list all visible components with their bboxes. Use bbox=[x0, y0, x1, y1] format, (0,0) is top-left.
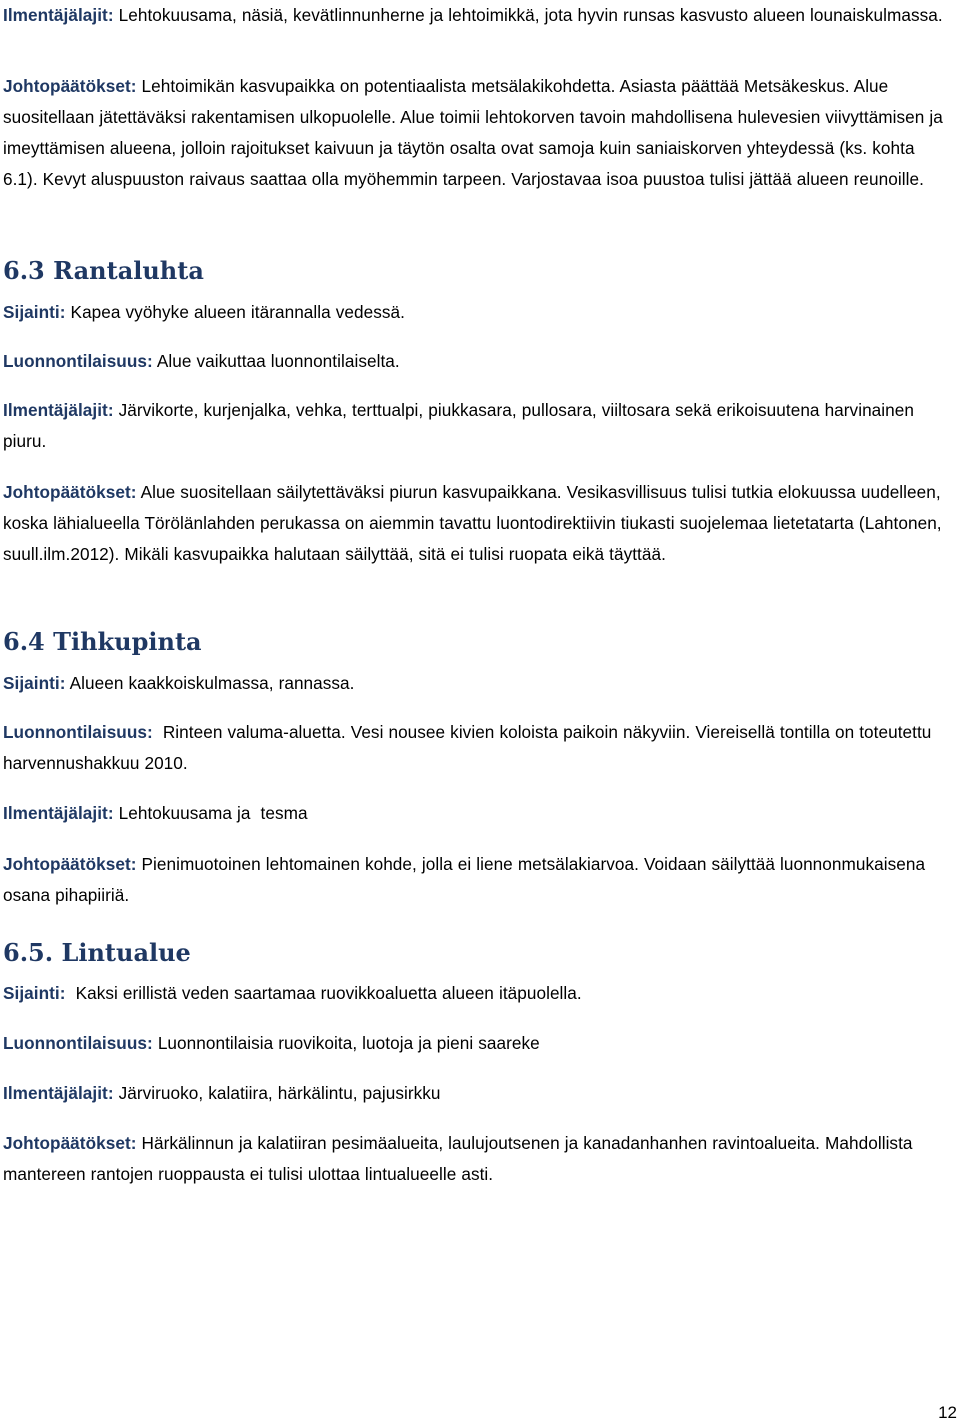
field-text: Järvikorte, kurjenjalka, vehka, terttualpi, piukkasara, pullosara, viiltosara sekä erikoisuutena harvinainen piuru. bbox=[3, 400, 920, 451]
section-heading: 6.5. Lintualue bbox=[3, 938, 191, 967]
field-label: Sijainti: bbox=[3, 302, 66, 322]
field-text: Alueen kaakkoiskulmassa, rannassa. bbox=[65, 673, 355, 693]
field-label: Ilmentäjälajit: bbox=[3, 400, 114, 420]
section-heading: 6.3 Rantaluhta bbox=[3, 256, 204, 285]
paragraph bbox=[3, 1028, 953, 1059]
paragraph bbox=[3, 798, 953, 829]
paragraph bbox=[3, 477, 953, 570]
field-text: Lehtoimikän kasvupaikka on potentiaalista metsälakikohdetta. Asiasta päättää Metsäkeskus. Alue suositellaan jätettäväksi rakentamisen ulkopuolelle. Alue toimii lehtokorven tavoin mahdollisena hulevesien viivyttämisen ja imeyttämisen alueena, jolloin rajoitukset kaivuun ja täytön osalta ovat samoja kuin saniaiskorven yhteydessä (ks. kohta 6.1). Kevyt aluspuuston raivaus saattaa olla myöhemmin tarpeen. Varjostavaa isoa puustoa tulisi jättää alueen reunoille. bbox=[3, 76, 948, 189]
field-label: Ilmentäjälajit: bbox=[3, 803, 114, 823]
paragraph bbox=[3, 0, 953, 31]
paragraph bbox=[3, 1128, 953, 1190]
field-text: Alue suositellaan säilytettäväksi piurun kasvupaikkana. Vesikasvillisuus tulisi tutkia elokuussa uudelleen, koska lähialueella Törölänlahden perukassa on aiemmin tavattu luontodirektiivin tiukasti suojelemaa lietetatarta (Lahtonen, suull.ilm.2012). Mikäli kasvupaikka halutaan säilyttää, sitä ei tulisi ruopata eikä täyttää. bbox=[3, 482, 947, 564]
field-label: Johtopäätökset: bbox=[3, 854, 137, 874]
field-text: Kapea vyöhyke alueen itärannalla vedessä. bbox=[65, 302, 405, 322]
paragraph bbox=[3, 297, 953, 328]
section-heading: 6.4 Tihkupinta bbox=[3, 627, 202, 656]
paragraph bbox=[3, 717, 953, 779]
field-text: Pienimuotoinen lehtomainen kohde, jolla ei liene metsälakiarvoa. Voidaan säilyttää luonnonmukaisena osana pihapiiriä. bbox=[3, 854, 931, 905]
page-number: 12 bbox=[938, 1403, 957, 1422]
paragraph bbox=[3, 1078, 953, 1109]
paragraph bbox=[3, 668, 953, 699]
field-label: Johtopäätökset: bbox=[3, 1133, 137, 1153]
field-label: Sijainti: bbox=[3, 673, 66, 693]
paragraph bbox=[3, 346, 953, 377]
field-label: Johtopäätökset: bbox=[3, 482, 137, 502]
field-text: Lehtokuusama, näsiä, kevätlinnunherne ja lehtoimikkä, jota hyvin runsas kasvusto alueen lounaiskulmassa. bbox=[113, 5, 943, 25]
field-text: Järviruoko, kalatiira, härkälintu, pajusirkku bbox=[113, 1083, 441, 1103]
field-text: Luonnontilaisia ruovikoita, luotoja ja pieni saareke bbox=[152, 1033, 540, 1053]
field-text: Alue vaikuttaa luonnontilaiselta. bbox=[152, 351, 400, 371]
field-label: Sijainti: bbox=[3, 983, 66, 1003]
paragraph bbox=[3, 978, 953, 1009]
paragraph bbox=[3, 395, 953, 457]
field-label: Johtopäätökset: bbox=[3, 76, 137, 96]
paragraph bbox=[3, 71, 953, 195]
field-text: Härkälinnun ja kalatiiran pesimäalueita, laulujoutsenen ja kanadanhanhen ravintoalueita. Mahdollista mantereen rantojen ruoppausta ei tulisi ulottaa lintualueelle asti. bbox=[3, 1133, 918, 1184]
paragraph bbox=[3, 849, 953, 911]
field-label: Luonnontilaisuus: bbox=[3, 722, 153, 742]
field-label: Ilmentäjälajit: bbox=[3, 5, 114, 25]
field-text: Lehtokuusama ja tesma bbox=[113, 803, 308, 823]
field-label: Luonnontilaisuus: bbox=[3, 351, 153, 371]
field-text: Rinteen valuma-aluetta. Vesi nousee kivien koloista paikoin näkyviin. Viereisellä tontilla on toteutettu harvennushakkuu 2010. bbox=[3, 722, 937, 773]
field-label: Luonnontilaisuus: bbox=[3, 1033, 153, 1053]
field-text: Kaksi erillistä veden saartamaa ruovikkoaluetta alueen itäpuolella. bbox=[65, 983, 582, 1003]
field-label: Ilmentäjälajit: bbox=[3, 1083, 114, 1103]
